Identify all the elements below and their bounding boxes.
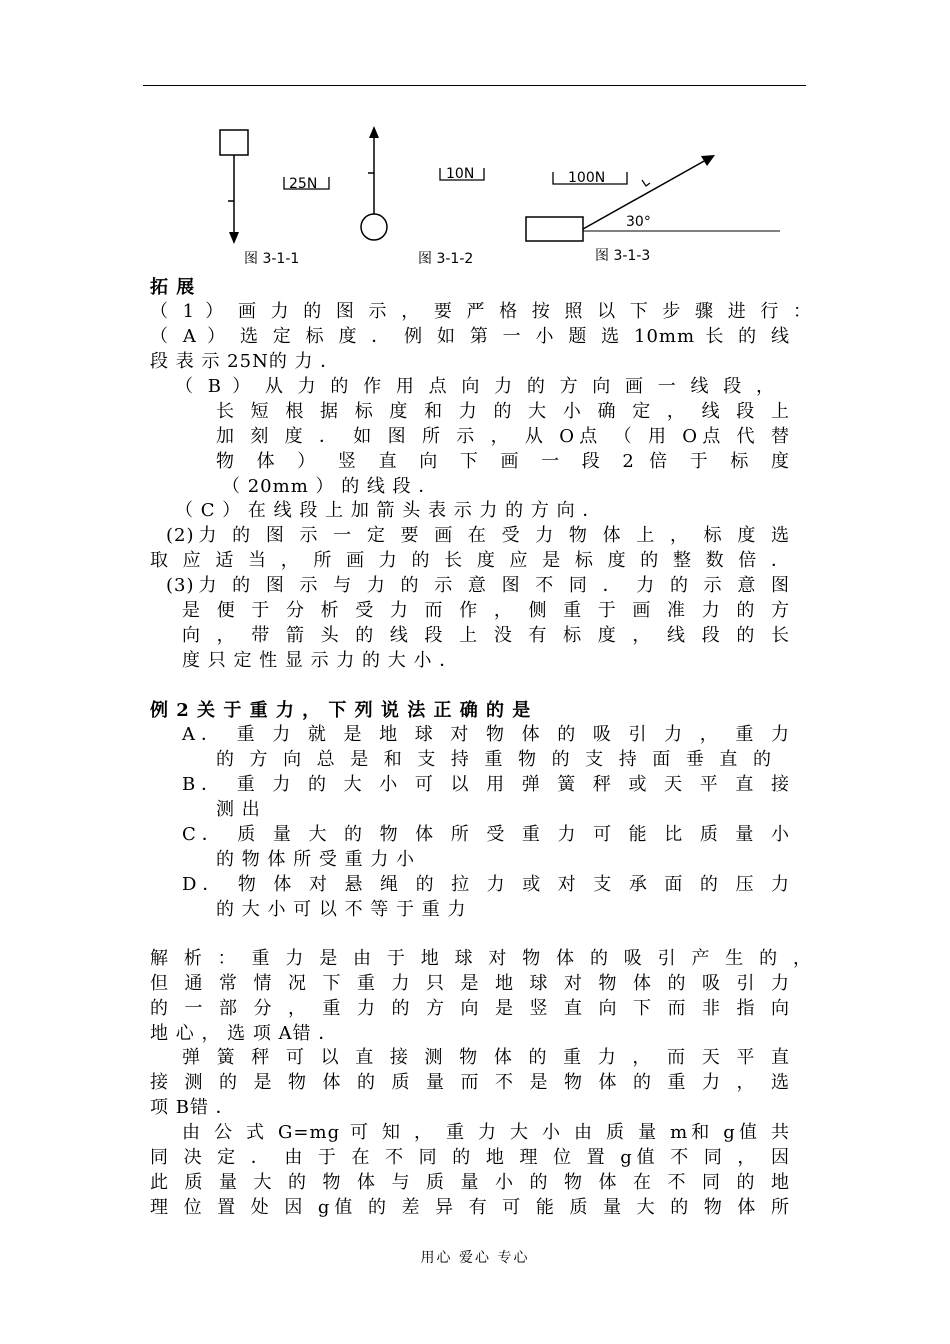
text-line: 但 通 常 情 况 下 重 力 只 是 地 球 对 物 体 的 吸 引 力 xyxy=(150,973,790,994)
fig3-caption: 图 3-1-3 xyxy=(595,248,651,264)
fig3-angle-label: 30° xyxy=(626,214,651,230)
page-footer: 用心 爱心 专心 xyxy=(420,1250,530,1266)
fig1-caption: 图 3-1-1 xyxy=(244,251,300,267)
text-line: （ A ） 选 定 标 度 ． 例 如 第 一 小 题 选 10mm 长 的 线 xyxy=(150,326,790,347)
option-b: B． 重 力 的 大 小 可 以 用 弹 簧 秤 或 天 平 直 接 xyxy=(182,774,790,795)
text-line: 的 物 体 所 受 重 力 小 xyxy=(216,849,416,870)
text-line: 此 质 量 大 的 物 体 与 质 量 小 的 物 体 在 不 同 的 地 xyxy=(150,1172,790,1193)
analysis-heading-line: 解 析 ： 重 力 是 由 于 地 球 对 物 体 的 吸 引 产 生 的 ， xyxy=(150,948,812,969)
figure-3-1-2 xyxy=(361,126,484,267)
text-line: 是 便 于 分 析 受 力 而 作 ， 侧 重 于 画 准 力 的 方 xyxy=(182,600,790,621)
text-line: （ 20mm ） 的 线 段 ． xyxy=(222,476,438,497)
text-line: 地 心 ， 选 项 A错 ． xyxy=(150,1023,338,1044)
fig2-scale-label: 10N xyxy=(446,166,475,182)
option-d: D． 物 体 对 悬 绳 的 拉 力 或 对 支 承 面 的 压 力 xyxy=(182,874,790,895)
fig2-caption: 图 3-1-2 xyxy=(418,251,474,267)
text-line: 弹 簧 秤 可 以 直 接 测 物 体 的 重 力 ， 而 天 平 直 xyxy=(182,1047,790,1068)
text-line: (2)力 的 图 示 一 定 要 画 在 受 力 物 体 上 ， 标 度 选 xyxy=(166,525,790,546)
section-heading-extension: 拓 展 xyxy=(150,277,196,298)
text-line: 项 B错 ． xyxy=(150,1097,235,1118)
text-line: 同 决 定 ． 由 于 在 不 同 的 地 理 位 置 g值 不 同 ， 因 xyxy=(150,1147,790,1168)
option-a: A． 重 力 就 是 地 球 对 物 体 的 吸 引 力 ， 重 力 xyxy=(182,724,790,745)
text-line: 测 出 xyxy=(216,799,261,820)
figure-3-1-1 xyxy=(220,130,329,267)
fig3-scale-label: 100N xyxy=(568,170,606,186)
text-line: 物 体 ） 竖 直 向 下 画 一 段 2 倍 于 标 度 xyxy=(216,451,790,472)
text-line: 接 测 的 是 物 体 的 质 量 而 不 是 物 体 的 重 力 ， 选 xyxy=(150,1072,790,1093)
figure-3-1-3 xyxy=(526,155,780,264)
text-line: 向 ， 带 箭 头 的 线 段 上 没 有 标 度 ， 线 段 的 长 xyxy=(182,625,790,646)
text-line: 取 应 适 当 ， 所 画 力 的 长 度 应 是 标 度 的 整 数 倍 ． xyxy=(150,550,790,571)
text-line: 理 位 置 处 因 g值 的 差 异 有 可 能 质 量 大 的 物 体 所 xyxy=(150,1197,790,1218)
option-c: C． 质 量 大 的 物 体 所 受 重 力 可 能 比 质 量 小 xyxy=(182,824,790,845)
fig1-scale-label: 25N xyxy=(289,176,318,192)
text-line: 度 只 定 性 显 示 力 的 大 小 ． xyxy=(182,650,459,671)
text-line: 的 一 部 分 ， 重 力 的 方 向 是 竖 直 向 下 而 非 指 向 xyxy=(150,998,790,1019)
text-line: （ C ） 在 线 段 上 加 箭 头 表 示 力 的 方 向 ． xyxy=(175,500,602,521)
text-line: 长 短 根 据 标 度 和 力 的 大 小 确 定 ， 线 段 上 xyxy=(216,401,790,422)
text-line: （ 1 ） 画 力 的 图 示 ， 要 严 格 按 照 以 下 步 骤 进 行 ： xyxy=(150,301,812,322)
text-line: 的 大 小 可 以 不 等 于 重 力 xyxy=(216,899,467,920)
force-diagrams xyxy=(0,0,950,275)
text-line: 加 刻 度 ． 如 图 所 示 ， 从 O点 （ 用 O点 代 替 xyxy=(216,426,790,447)
text-line: 由 公 式 G=mg 可 知 ， 重 力 大 小 由 质 量 m和 g值 共 xyxy=(182,1122,790,1143)
text-line: （ B ） 从 力 的 作 用 点 向 力 的 方 向 画 一 线 段 ， xyxy=(175,376,775,397)
example-2-heading: 例 2 关 于 重 力 ， 下 列 说 法 正 确 的 是 xyxy=(150,700,532,721)
text-line: (3)力 的 图 示 与 力 的 示 意 图 不 同 ． 力 的 示 意 图 xyxy=(166,575,790,596)
text-line: 的 方 向 总 是 和 支 持 重 物 的 支 持 面 垂 直 的 xyxy=(216,749,772,770)
text-line: 段 表 示 25N的 力 ． xyxy=(150,351,340,372)
